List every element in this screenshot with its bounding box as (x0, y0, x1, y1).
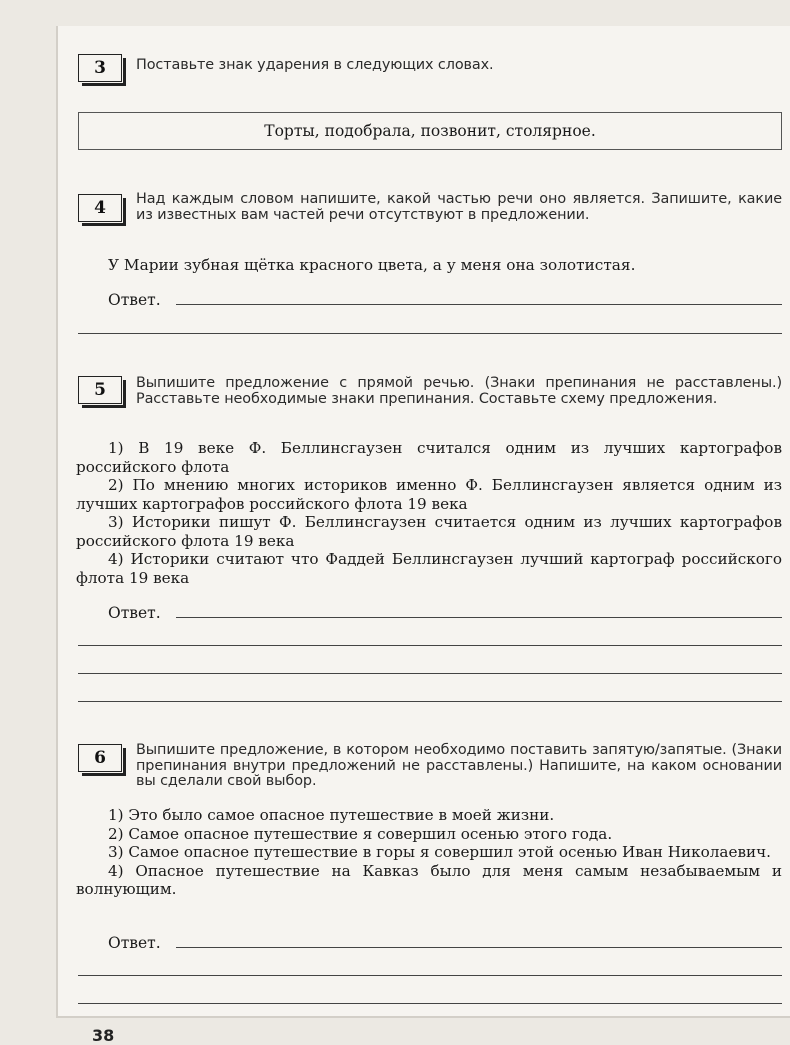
task3-words-box (78, 112, 782, 150)
task-number-5: 5 (78, 376, 122, 404)
task6-answer-line-2[interactable] (78, 975, 782, 976)
task6-answer-line-1[interactable] (176, 947, 782, 948)
task5-answer-label: Ответ. (108, 604, 161, 622)
task5-options-list (76, 439, 782, 587)
task6-options-list (76, 806, 782, 899)
task4-sentence: У Марии зубная щётка красного цвета, а у меня она золотистая. (108, 256, 636, 274)
task5-option-3: 3) Историки пишут Ф. Беллинсгаузен считается одним из лучших картографов российского флота 19 века (76, 513, 782, 550)
task5-answer-line-2[interactable] (78, 645, 782, 646)
page-number: 38 (92, 1026, 115, 1045)
task3-words: Торты, подобрала, позвонит, столярное. (264, 122, 596, 140)
task4-answer-line-2[interactable] (78, 333, 782, 334)
task6-instruction: Выпишите предложение, в котором необходимо поставить запятую/запятые. (Знаки препинания внутри предложений не расставлены.) Напишите, на каком основании вы сделали свой выбор. (136, 742, 782, 789)
task6-option-1: 1) Это было самое опасное путешествие в моей жизни. (108, 806, 555, 824)
task6-option-4: 4) Опасное путешествие на Кавказ было для меня самым незабываемым и волнующим. (76, 861, 782, 898)
task5-instruction: Выпишите предложение с прямой речью. (Знаки препинания не расставлены.) Расставьте необходимые знаки препинания. Составьте схему предложения. (136, 375, 782, 407)
task5-option-1: 1) В 19 веке Ф. Беллинсгаузен считался одним из лучших картографов российского флота (76, 439, 782, 476)
task4-answer-line-1[interactable] (176, 304, 782, 305)
task3-instruction: Поставьте знак ударения в следующих словах. (136, 57, 494, 73)
task6-option-3: 3) Самое опасное путешествие в горы я совершил этой осенью Иван Николаевич. (108, 843, 771, 861)
task6-option-2: 2) Самое опасное путешествие я совершил осенью этого года. (108, 824, 613, 843)
task4-answer-label: Ответ. (108, 291, 161, 309)
task5-option-4: 4) Историки считают что Фаддей Беллинсгаузен лучший картограф российского флота 19 века (76, 550, 782, 587)
task5-answer-line-1[interactable] (176, 617, 782, 618)
task-number-4: 4 (78, 194, 122, 222)
task4-instruction: Над каждым словом напишите, какой частью речи оно является. Запишите, какие из известных вам частей речи отсутствуют в предложении. (136, 191, 782, 223)
task-number-6: 6 (78, 744, 122, 772)
task5-option-2: 2) По мнению многих историков именно Ф. Беллинсгаузен является одним из лучших картографов российского флота 19 века (76, 476, 782, 513)
task5-answer-line-3[interactable] (78, 673, 782, 674)
task6-answer-label: Ответ. (108, 934, 161, 952)
task-number-3: 3 (78, 54, 122, 82)
task6-answer-line-3[interactable] (78, 1003, 782, 1004)
task5-answer-line-4[interactable] (78, 701, 782, 702)
